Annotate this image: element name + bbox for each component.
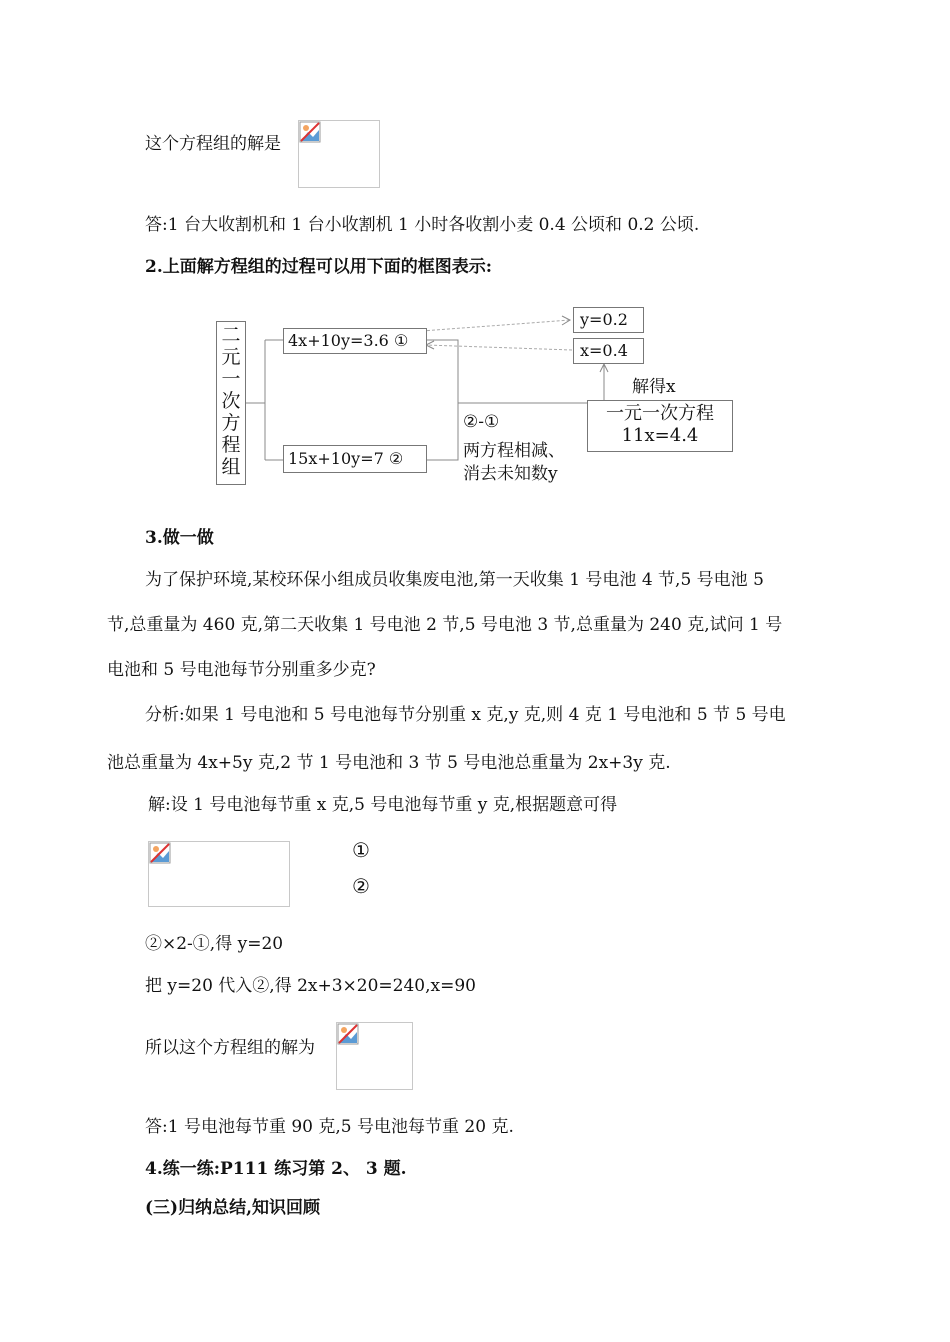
equation-marker-2: ② (352, 874, 370, 898)
two-variable-system-label: 二元一次方程组 (221, 324, 241, 478)
equation-marker-1: ① (352, 838, 370, 862)
operation-description-2: 消去未知数y (463, 464, 558, 484)
final-solution-image-placeholder (336, 1022, 413, 1090)
equation-2-text: 15x+10y=7 ② (288, 449, 404, 468)
flow-diagram (0, 0, 950, 500)
section-3-heading: 3.做一做 (145, 528, 214, 548)
single-variable-equation: 11x=4.4 (621, 425, 699, 446)
operation-description-1: 两方程相减、 (463, 441, 565, 461)
two-variable-system-box (216, 321, 246, 485)
x-result-text: x=0.4 (580, 341, 628, 360)
equation-system-image-placeholder (148, 841, 290, 907)
summary-heading: (三)归纳总结,知识回顾 (145, 1198, 321, 1218)
solution-setup-line: 解:设 1 号电池每节重 x 克,5 号电池每节重 y 克,根据题意可得 (148, 795, 618, 815)
solution-conclusion-text: 所以这个方程组的解为 (145, 1038, 315, 1058)
answer-text-2: 答:1 号电池每节重 90 克,5 号电池每节重 20 克. (145, 1117, 514, 1137)
elimination-step: ②×2-①,得 y=20 (145, 934, 284, 954)
section-4-heading: 4.练一练:P111 练习第 2、 3 题. (145, 1159, 407, 1179)
substitution-step: 把 y=20 代入②,得 2x+3×20=240,x=90 (145, 976, 476, 996)
section-2-heading: 2.上面解方程组的过程可以用下面的框图表示: (145, 257, 493, 277)
x-result-box (573, 338, 644, 364)
problem-line-1: 为了保护环境,某校环保小组成员收集废电池,第一天收集 1 号电池 4 节,5 号电池 5 (145, 570, 764, 590)
problem-line-2: 节,总重量为 460 克,第二天收集 1 号电池 2 节,5 号电池 3 节,总重量为 240 克,试问 1 号 (107, 615, 783, 635)
broken-image-icon (149, 842, 171, 864)
equation-1-text: 4x+10y=3.6 ① (288, 331, 409, 350)
analysis-line-1: 分析:如果 1 号电池和 5 号电池每节分别重 x 克,y 克,则 4 克 1 号电池和 5 节 5 号电 (145, 705, 786, 725)
operation-label: ②-① (463, 412, 500, 432)
y-result-text: y=0.2 (580, 310, 628, 329)
single-variable-title: 一元一次方程 (606, 403, 714, 424)
analysis-line-2: 池总重量为 4x+5y 克,2 节 1 号电池和 3 节 5 号电池总重量为 2x+3y 克. (107, 753, 671, 773)
y-result-box (573, 307, 644, 333)
answer-text-1: 答:1 台大收割机和 1 台小收割机 1 小时各收割小麦 0.4 公顷和 0.2 公顷. (145, 215, 700, 235)
equation-1-box (283, 328, 427, 354)
single-variable-equation-box (587, 400, 733, 452)
problem-line-3: 电池和 5 号电池每节分别重多少克? (107, 660, 376, 680)
solution-intro-text: 这个方程组的解是 (145, 134, 281, 154)
equation-2-box (283, 445, 427, 473)
broken-image-icon (337, 1023, 359, 1045)
solve-label: 解得x (632, 377, 676, 397)
